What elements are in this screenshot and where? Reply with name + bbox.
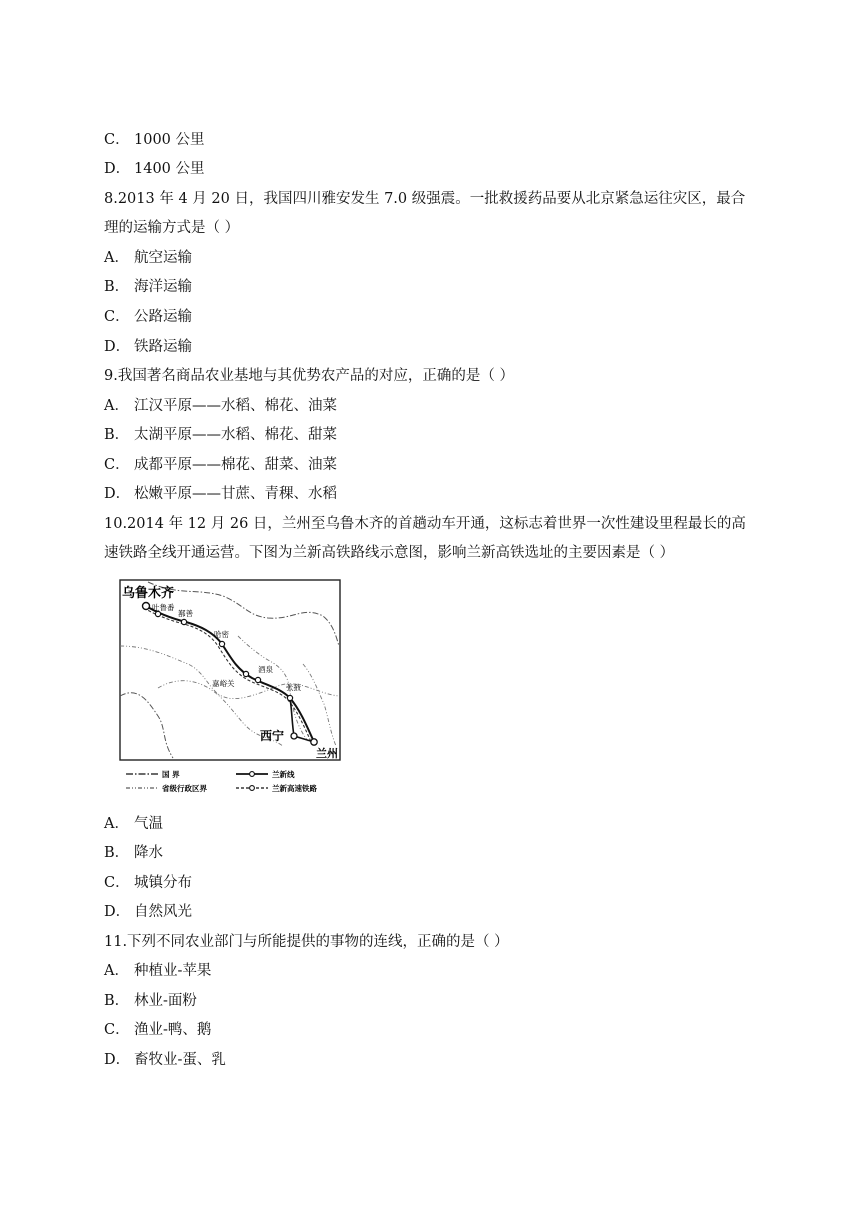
- station-xining: [291, 733, 297, 739]
- q8-option-a: A． 航空运输: [104, 250, 192, 266]
- q7-option-c: C． 1000 公里: [104, 132, 205, 148]
- q8-option-d: D． 铁路运输: [104, 339, 192, 355]
- q9-option-a: A． 江汉平原——水稻、棉花、油菜: [104, 398, 337, 414]
- label-zhangye: 张掖: [286, 683, 301, 692]
- legend-lanxin: 兰新线: [272, 770, 295, 779]
- label-xining: 西宁: [260, 729, 285, 743]
- station-urumqi: [143, 603, 150, 610]
- legend-hsr: 兰新高速铁路: [272, 784, 317, 793]
- q8-option-c: C． 公路运输: [104, 309, 192, 325]
- station-jiayuguan: [243, 671, 248, 676]
- q8-option-b: B． 海洋运输: [104, 279, 192, 295]
- label-turpan: 吐鲁番: [152, 603, 175, 612]
- q7-option-d: D． 1400 公里: [104, 161, 205, 177]
- legend-national-border: 国 界: [162, 770, 180, 779]
- station-lanzhou: [311, 739, 317, 745]
- label-jiuquan: 酒泉: [258, 665, 273, 674]
- station-zhangye: [287, 695, 292, 700]
- label-lanzhou: 兰州: [316, 747, 338, 760]
- q10-option-d: D． 自然风光: [104, 904, 192, 920]
- q9-option-d: D． 松嫩平原——甘蔗、青稞、水稻: [104, 486, 337, 502]
- legend-provincial-border: 省级行政区界: [162, 784, 207, 793]
- q10-option-c: C． 城镇分布: [104, 875, 192, 891]
- q8-stem-line2: 理的运输方式是（ ）: [104, 220, 240, 236]
- legend-lanxin-station: [250, 772, 255, 777]
- label-hami: 哈密: [214, 630, 229, 639]
- q9-stem: 9.我国著名商品农业基地与其优势农产品的对应，正确的是（ ）: [104, 368, 514, 384]
- q10-option-b: B． 降水: [104, 845, 163, 861]
- lanxin-railway-map: [118, 576, 354, 798]
- q11-option-b: B． 林业-面粉: [104, 993, 197, 1009]
- q10-option-a: A． 气温: [104, 816, 163, 832]
- map-svg: [118, 576, 354, 798]
- station-hami: [219, 641, 224, 646]
- q11-option-c: C． 渔业-鸭、鹅: [104, 1022, 212, 1038]
- label-shanshan: 鄯善: [178, 609, 193, 618]
- q10-stem-line2: 速铁路全线开通运营。下图为兰新高铁路线示意图，影响兰新高铁选址的主要因素是（ ）: [104, 545, 675, 561]
- q11-stem: 11.下列不同农业部门与所能提供的事物的连线，正确的是（ ）: [104, 934, 509, 950]
- q11-option-a: A． 种植业-苹果: [104, 963, 212, 979]
- q11-option-d: D． 畜牧业-蛋、乳: [104, 1052, 226, 1068]
- station-shanshan: [181, 619, 186, 624]
- station-jiuquan: [255, 677, 260, 682]
- label-jiayuguan: 嘉峪关: [212, 679, 235, 688]
- q9-option-c: C． 成都平原——棉花、甜菜、油菜: [104, 457, 337, 473]
- label-urumqi: 乌鲁木齐: [122, 586, 175, 601]
- map-legend: [126, 769, 317, 793]
- legend-hsr-station: [250, 786, 255, 791]
- q8-stem-line1: 8.2013 年 4 月 20 日，我国四川雅安发生 7.0 级强震。一批救援药品要从北京紧急运往灾区，最合: [104, 191, 746, 207]
- station-turpan: [155, 611, 160, 616]
- q10-stem-line1: 10.2014 年 12 月 26 日，兰州至乌鲁木齐的首趟动车开通，这标志着世界一次性建设里程最长的高: [104, 516, 746, 532]
- q9-option-b: B． 太湖平原——水稻、棉花、甜菜: [104, 427, 337, 443]
